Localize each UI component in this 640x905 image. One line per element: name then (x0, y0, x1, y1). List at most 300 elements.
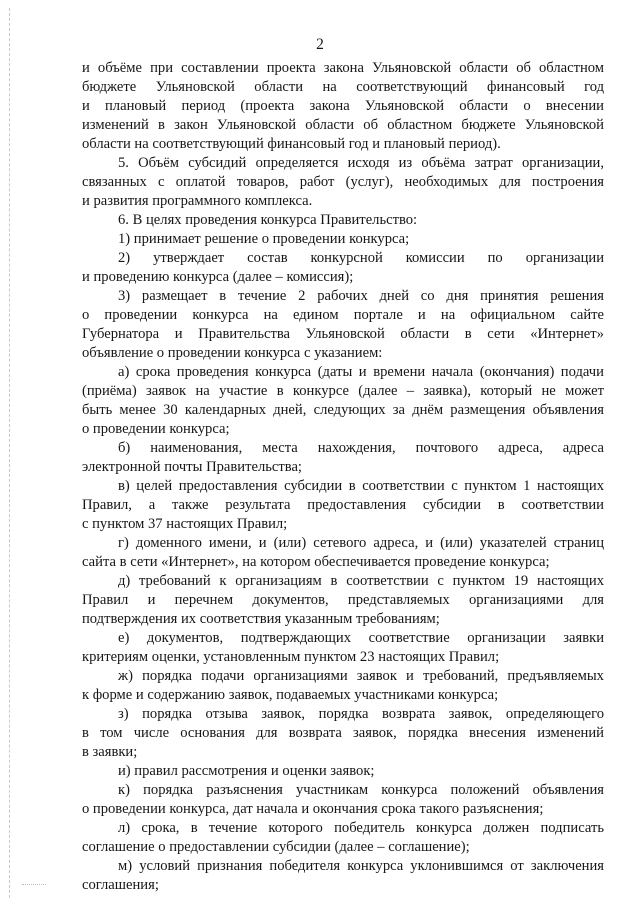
text-line (0, 192, 640, 210)
word: л) (118, 820, 131, 836)
word: объявления (532, 402, 605, 418)
word: исходя (347, 155, 390, 171)
word: и) (118, 763, 131, 779)
word: подписать (540, 820, 605, 836)
word: плановый (383, 136, 445, 152)
word: в) (118, 478, 130, 494)
text-line (0, 800, 640, 818)
word: участие (219, 383, 268, 399)
word: с (451, 478, 458, 494)
word: в (276, 383, 284, 399)
word: подачи (201, 668, 245, 684)
word: области (400, 326, 450, 342)
word: менее (119, 402, 156, 418)
word: комиссии (405, 250, 465, 266)
word: (или) (273, 535, 307, 551)
word: начала (256, 801, 298, 817)
text-line (0, 667, 640, 685)
word: числе (133, 725, 170, 741)
word: области (305, 117, 355, 133)
word: и (135, 687, 144, 703)
text-line (0, 496, 640, 514)
word: внесении (545, 98, 604, 114)
word: проведении (104, 307, 178, 323)
word: комплекса. (244, 193, 313, 209)
word: объёма (421, 155, 466, 171)
word: за (392, 402, 406, 418)
word: наименования, (150, 440, 243, 456)
word: заявки; (92, 744, 138, 760)
word: проведении (167, 345, 241, 361)
word: 6. (118, 212, 129, 228)
word: состав (247, 250, 288, 266)
word: о (82, 801, 90, 817)
word: предоставления (307, 497, 407, 513)
text-line (0, 610, 640, 628)
text-line (0, 249, 640, 267)
word: пунктом (304, 649, 357, 665)
word: конкурсной (310, 250, 383, 266)
word: о (82, 307, 90, 323)
word: конкурса (192, 307, 249, 323)
word: подачи (560, 364, 604, 380)
word: перечнем (174, 592, 234, 608)
word: правил (134, 763, 178, 779)
word: проведении (272, 231, 346, 247)
text-line (0, 363, 640, 381)
word: размещения (450, 402, 526, 418)
word: конкурса (347, 858, 404, 874)
text-line (0, 420, 640, 438)
word: год (348, 136, 369, 152)
word: дат (232, 801, 253, 817)
word: товаров, (236, 174, 289, 190)
word: соответствии (521, 497, 604, 513)
word: организации (525, 250, 605, 266)
word: Губернатора (82, 326, 160, 342)
word: настоящих (166, 516, 234, 532)
word: указанием: (314, 345, 383, 361)
word: разъяснения; (462, 801, 544, 817)
word: Правительства; (206, 459, 302, 475)
word: конкурса (416, 820, 473, 836)
word: календарных (184, 402, 267, 418)
word: в (82, 744, 89, 760)
word: области (82, 136, 131, 152)
word: в (464, 326, 472, 342)
word: б) (118, 440, 131, 456)
word: доменного (135, 535, 202, 551)
word: Правил; (448, 649, 500, 665)
text-line (0, 211, 640, 229)
word: содержанию (147, 687, 226, 703)
word: соответствии (362, 478, 445, 494)
word: быть (82, 402, 113, 418)
word: на (195, 383, 210, 399)
word: победителя (269, 858, 341, 874)
word: пунктом (92, 516, 145, 532)
word: возврата (382, 706, 436, 722)
text-line (0, 876, 640, 894)
word: порядка (143, 782, 193, 798)
word: Ульяновской (364, 98, 445, 114)
word: организациям (235, 573, 322, 589)
word: организациями (469, 592, 564, 608)
word: в (348, 478, 356, 494)
word: оценки, (151, 649, 200, 665)
text-line (0, 477, 640, 495)
word: з) (118, 706, 129, 722)
word: об (363, 117, 379, 133)
word: работ (299, 174, 335, 190)
word: конкурса (381, 782, 438, 798)
word: форме (92, 687, 133, 703)
word: Правил; (236, 516, 288, 532)
word: необходимых (404, 174, 489, 190)
word: не (541, 383, 556, 399)
word: победитель (334, 820, 405, 836)
word: и (174, 326, 183, 342)
word: требований, (423, 668, 499, 684)
word: конкурса; (169, 421, 230, 437)
text-line (0, 287, 640, 305)
word: – (377, 839, 385, 855)
word: затрат (474, 155, 513, 171)
word: (далее (358, 383, 398, 399)
word: а (148, 497, 156, 513)
word: Правил (82, 592, 129, 608)
word: определяется (255, 155, 339, 171)
word: период). (448, 136, 501, 152)
word: требований (139, 573, 211, 589)
text-line (0, 705, 640, 723)
word: обеспечивается (314, 554, 411, 570)
text-line (0, 116, 640, 134)
word: области (459, 98, 509, 114)
word: критериям (82, 649, 149, 665)
word: от (510, 858, 524, 874)
word: почты (164, 459, 203, 475)
word: котором (260, 554, 311, 570)
word: 1 (523, 478, 531, 494)
word: связанных (82, 174, 147, 190)
word: Объём (138, 155, 179, 171)
word: в (158, 117, 165, 133)
word: подтверждающих (240, 630, 351, 646)
word: и (258, 535, 267, 551)
word: конкурса (244, 345, 301, 361)
word: который (480, 383, 533, 399)
word: соответствия (199, 611, 282, 627)
word: которого (268, 820, 323, 836)
word: документов, (252, 592, 329, 608)
word: также (172, 497, 209, 513)
word: соглашение); (388, 839, 470, 855)
word: проведения (185, 212, 257, 228)
word: целях (146, 212, 182, 228)
word: срока (381, 801, 416, 817)
word: Ульяновской (216, 117, 297, 133)
word: и (82, 98, 90, 114)
word: признания (197, 858, 263, 874)
word: о (523, 98, 531, 114)
word: комиссия); (286, 269, 354, 285)
text-line (0, 724, 640, 742)
word: закона (309, 98, 350, 114)
word: организации (467, 630, 546, 646)
word: соглашение (82, 839, 155, 855)
word: участникам (296, 782, 369, 798)
word: ж) (118, 668, 133, 684)
text-line (0, 325, 640, 343)
word: в (219, 288, 227, 304)
word: соглашения; (82, 877, 159, 893)
word: Ульяновской (305, 326, 385, 342)
word: с (82, 516, 89, 532)
word: заключения (530, 858, 605, 874)
text-line (0, 306, 640, 324)
text-line (0, 686, 640, 704)
word: на (134, 136, 149, 152)
text-line (0, 515, 640, 533)
word: порядка (318, 706, 369, 722)
word: по (487, 250, 503, 266)
word: предъявляемых (507, 668, 604, 684)
word: страниц (553, 535, 605, 551)
word: заявок, (261, 706, 306, 722)
text-line (0, 97, 640, 115)
word: оплатой (175, 174, 226, 190)
word: г) (118, 535, 129, 551)
word: построения (531, 174, 604, 190)
text-line (0, 648, 640, 666)
word: и (417, 307, 426, 323)
word: на (242, 554, 257, 570)
word: предоставления (178, 478, 278, 494)
word: Ульяновской (372, 60, 452, 76)
word: и (425, 535, 433, 551)
word: плановый (105, 98, 167, 114)
text-line (0, 173, 640, 191)
word: документов, (146, 630, 224, 646)
word: указанным (284, 611, 353, 627)
word: в (82, 725, 89, 741)
word: и (82, 193, 90, 209)
word: на (263, 307, 278, 323)
word: пунктом (464, 478, 517, 494)
word: на (322, 79, 337, 95)
word: заявок; (330, 763, 375, 779)
word: Ульяновской (524, 117, 604, 133)
word: и (82, 269, 90, 285)
word: следующих (313, 402, 386, 418)
word: сайте (570, 307, 604, 323)
word: (или) (440, 535, 473, 551)
word: к) (118, 782, 130, 798)
text-line (0, 78, 640, 96)
word: бюджете (461, 117, 516, 133)
word: с (437, 573, 444, 589)
word: целей (136, 478, 173, 494)
word: срока, (141, 820, 180, 836)
text-line (0, 59, 640, 77)
word: и (372, 136, 381, 152)
word: областном (387, 117, 453, 133)
word: е) (118, 630, 130, 646)
text-line (0, 344, 640, 362)
word: для (582, 592, 605, 608)
word: адреса, (373, 535, 419, 551)
word: программного (152, 193, 241, 209)
text-line (0, 762, 640, 780)
word: 37 (148, 516, 163, 532)
word: установленным (203, 649, 301, 665)
word: период (181, 98, 226, 114)
text-line (0, 401, 640, 419)
word: проведению (93, 269, 170, 285)
word: настоящих (378, 649, 446, 665)
page-number: 2 (316, 36, 324, 53)
word: оценки (282, 763, 327, 779)
word: (далее (232, 269, 272, 285)
text-line (0, 838, 640, 856)
word: в (119, 554, 127, 570)
word: к (82, 687, 90, 703)
word: условий (139, 858, 191, 874)
word: из (398, 155, 413, 171)
word: 3) (118, 288, 131, 304)
word: субсидии (284, 478, 343, 494)
word: к (219, 573, 227, 589)
word: конкурса (260, 212, 317, 228)
word: (проекта (240, 98, 295, 114)
word: днём (412, 402, 444, 418)
word: субсидии (422, 497, 482, 513)
word: заявок, (353, 725, 397, 741)
text-line (0, 857, 640, 875)
word: (услуг), (345, 174, 394, 190)
text-line (0, 819, 640, 837)
word: «Интернет» (530, 326, 604, 342)
word: срока (135, 364, 171, 380)
word: соответствующий (152, 136, 264, 152)
word: сети (487, 326, 515, 342)
word: области (254, 79, 304, 95)
word: в (190, 820, 198, 836)
word: «Интернет», (161, 554, 239, 570)
word: 1) (118, 231, 131, 247)
word: конкурсе (292, 383, 349, 399)
word: представляемых (347, 592, 450, 608)
word: времени (373, 364, 426, 380)
word: решение (204, 231, 259, 247)
word: их (181, 611, 197, 627)
word: и (270, 763, 279, 779)
word: сайта (82, 554, 116, 570)
word: Правительства (198, 326, 291, 342)
word: адреса, (498, 440, 543, 456)
word: для (256, 725, 278, 741)
word: составлении (181, 60, 259, 76)
word: заявок, (228, 687, 273, 703)
word: едином (293, 307, 339, 323)
word: конкурса, (169, 801, 230, 817)
word: том (100, 725, 123, 741)
word: настоящих (537, 478, 605, 494)
word: области (459, 60, 509, 76)
word: развития (93, 193, 149, 209)
word: м) (118, 858, 133, 874)
word: конкурса; (438, 687, 499, 703)
word: указателей (479, 535, 547, 551)
word: – (406, 383, 414, 399)
word: финансовый (267, 136, 346, 152)
word: порядка (142, 668, 192, 684)
text-line (0, 572, 640, 590)
word: разъяснения (206, 782, 283, 798)
word: В (132, 212, 143, 228)
word: 30 (163, 402, 178, 418)
word: возврата (288, 725, 342, 741)
word: закона (323, 60, 364, 76)
word: места (262, 440, 298, 456)
word: проведении (92, 421, 166, 437)
word: подаваемых (276, 687, 351, 703)
text-line (0, 382, 640, 400)
word: пунктом (452, 573, 505, 589)
word: дней (379, 288, 410, 304)
word: имени, (208, 535, 252, 551)
word: предоставлении (169, 839, 270, 855)
word: проведении (92, 801, 166, 817)
word: финансовый (487, 79, 565, 95)
word: проекта (266, 60, 316, 76)
word: заявка), (423, 383, 471, 399)
word: течение (238, 288, 287, 304)
text-line (0, 154, 640, 172)
word: утверждает (153, 250, 225, 266)
word: – (275, 269, 283, 285)
word: субсидии (272, 839, 331, 855)
word: проведение (414, 554, 486, 570)
text-line (0, 230, 640, 248)
text-line (0, 268, 640, 286)
word: официальном (470, 307, 556, 323)
word: при (150, 60, 174, 76)
text-line (0, 743, 640, 761)
word: результата (225, 497, 291, 513)
word: 19 (513, 573, 529, 589)
word: в (330, 573, 338, 589)
word: отзыва (205, 706, 248, 722)
word: Правил, (82, 497, 132, 513)
word: порядка (142, 706, 192, 722)
word: участниками (354, 687, 435, 703)
text-line (0, 458, 640, 476)
word: уклонившимся (410, 858, 504, 874)
word: дня (446, 288, 469, 304)
word: окончания (312, 801, 378, 817)
word: рассмотрения (181, 763, 268, 779)
word: конкурса; (349, 231, 410, 247)
word: для (499, 174, 521, 190)
word: почтового (415, 440, 479, 456)
word: объёме (97, 60, 142, 76)
word: конкурса (255, 364, 312, 380)
word: с (158, 174, 165, 190)
word: (окончания) (479, 364, 555, 380)
word: на (440, 307, 456, 323)
